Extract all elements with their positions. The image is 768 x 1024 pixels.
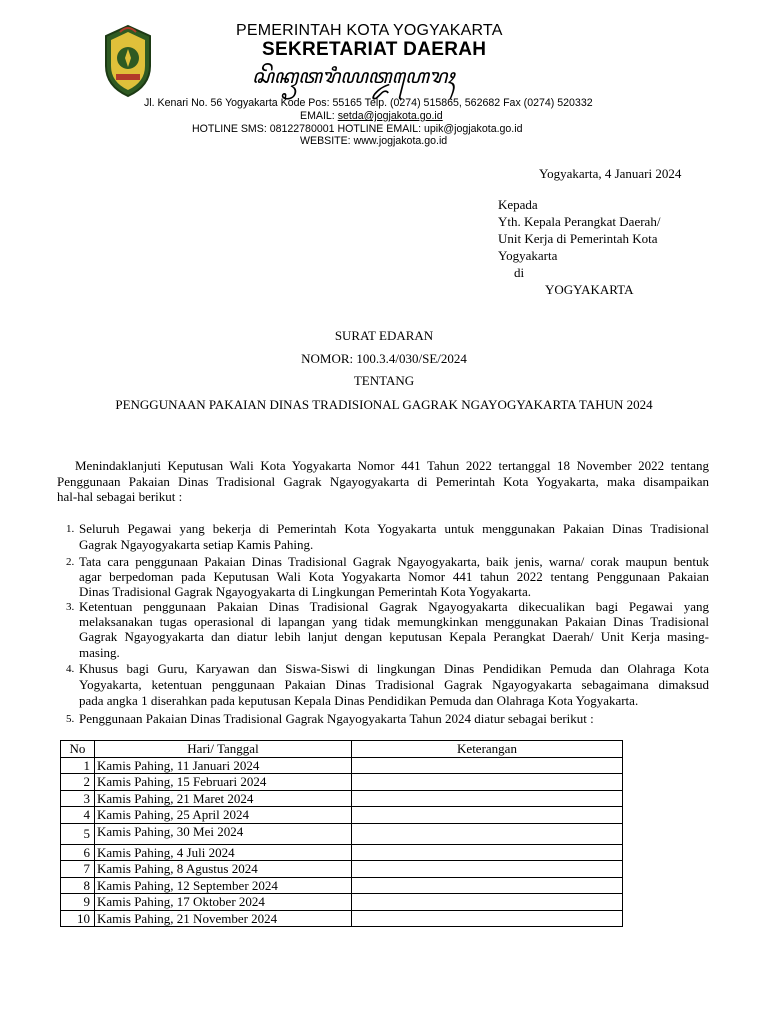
intro-line-2: Penggunaan Pakaian Dinas Tradisional Gagrak Ngayogyakarta di Pemerintah Kota Yogyakarta, maka disampaikan <box>57 474 709 489</box>
header-no: No <box>61 741 95 758</box>
row-notes <box>352 757 623 774</box>
item-3-number: 3. <box>66 601 75 613</box>
row-number: 5 <box>61 823 95 844</box>
item-2-line-2: agar berpedoman pada Keputusan Wali Kota Yogyakarta Nomor 441 tahun 2022 tentang Penggunaan Pakaian <box>79 569 709 584</box>
item-5-line-1: Penggunaan Pakaian Dinas Tradisional Gagrak Ngayogyakarta Tahun 2024 diatur sebagai berikut : <box>79 711 594 726</box>
row-date: Kamis Pahing, 15 Februari 2024 <box>95 774 352 791</box>
table-row <box>61 910 623 927</box>
row-number: 7 <box>61 861 95 878</box>
item-1-line-1: Seluruh Pegawai yang bekerja di Pemerintah Kota Yogyakarta untuk menggunakan Pakaian Dinas Tradisional <box>79 521 709 536</box>
row-date: Kamis Pahing, 21 Maret 2024 <box>95 790 352 807</box>
table-row <box>61 861 623 878</box>
city-emblem-logo <box>98 22 158 100</box>
letter-number: NOMOR: 100.3.4/030/SE/2024 <box>301 351 467 366</box>
date-line: Yogyakarta, 4 Januari 2024 <box>539 166 682 181</box>
item-2-line-3: Dinas Tradisional Gagrak Ngayogyakarta di Lingkungan Pemerintah Kota Yogyakarta. <box>79 584 532 599</box>
letterhead-website: WEBSITE: www.jogjakota.go.id <box>300 135 448 147</box>
row-number: 3 <box>61 790 95 807</box>
item-4-number: 4. <box>66 663 75 675</box>
item-3-line-1: Ketentuan penggunaan Pakaian Dinas Tradisional Gagrak Ngayogyakarta dikecualikan bagi Pegawai yang <box>79 599 709 614</box>
item-4-line-3: pada angka 1 diserahkan pada keputusan Kepala Dinas Pendidikan Pemuda dan Olahraga Kota Yogyakarta. <box>79 693 639 708</box>
item-2-number: 2. <box>66 556 75 568</box>
item-3-line-3: Gagrak Ngayogyakarta dan diatur lebih lanjut dengan keputusan Kepala Perangkat Daerah/ Unit Kerja masing- <box>79 629 709 644</box>
item-3-line-2: melaksanakan tugas operasional di lapangan yang tidak memungkinkan menggunakan Pakaian Dinas Tradisional <box>79 614 709 629</box>
letterhead-department: SEKRETARIAT DAERAH <box>262 39 487 60</box>
recipient-di: di <box>514 265 525 280</box>
table-row <box>61 757 623 774</box>
intro-line-1: Menindaklanjuti Keputusan Wali Kota Yogyakarta Nomor 441 Tahun 2022 tertanggal 18 November 2022 tentang <box>75 458 709 473</box>
table-row <box>61 774 623 791</box>
letterhead-email-line <box>300 110 443 122</box>
letterhead-javanese-script: ꦱꦼꦏꦽꦠꦫꦶꦪꦠ꧀ꦢꦲꦺꦫꦃ <box>252 66 455 88</box>
row-notes <box>352 823 623 844</box>
row-notes <box>352 877 623 894</box>
recipient-line-2: Unit Kerja di Pemerintah Kota <box>498 231 658 246</box>
table-row <box>61 844 623 861</box>
row-date: Kamis Pahing, 30 Mei 2024 <box>95 823 352 844</box>
row-notes <box>352 774 623 791</box>
item-1-number: 1. <box>66 523 75 535</box>
letterhead-government: PEMERINTAH KOTA YOGYAKARTA <box>236 22 503 39</box>
item-5-number: 5. <box>66 713 75 725</box>
letter-type: SURAT EDARAN <box>334 328 434 343</box>
table-header-row <box>61 741 623 758</box>
row-date: Kamis Pahing, 21 November 2024 <box>95 910 352 927</box>
row-date: Kamis Pahing, 12 September 2024 <box>95 877 352 894</box>
row-number: 2 <box>61 774 95 791</box>
recipient-to: Kepada <box>498 197 538 212</box>
email-label: EMAIL: <box>300 110 338 122</box>
row-notes <box>352 844 623 861</box>
intro-line-3: hal-hal sebagai berikut : <box>57 489 183 504</box>
schedule-table <box>60 740 623 927</box>
letter-about: TENTANG <box>353 373 415 388</box>
header-date: Hari/ Tanggal <box>95 741 352 758</box>
item-1-line-2: Gagrak Ngayogyakarta setiap Kamis Pahing. <box>79 537 314 552</box>
letter-subject: PENGGUNAAN PAKAIAN DINAS TRADISIONAL GAGRAK NGAYOGYAKARTA TAHUN 2024 <box>115 397 653 412</box>
header-notes: Keterangan <box>352 741 623 758</box>
email-link[interactable]: setda@jogjakota.go.id <box>337 110 443 122</box>
item-4-line-2: Yogyakarta, ketentuan penggunaan Pakaian Dinas Tradisional Gagrak Ngayogyakarta sebagaimana dimaksud <box>79 677 709 692</box>
row-number: 8 <box>61 877 95 894</box>
recipient-line-1: Yth. Kepala Perangkat Daerah/ <box>498 214 661 229</box>
item-3-line-4: masing. <box>79 645 120 660</box>
row-date: Kamis Pahing, 17 Oktober 2024 <box>95 894 352 911</box>
row-number: 4 <box>61 807 95 824</box>
row-notes <box>352 861 623 878</box>
table-row <box>61 894 623 911</box>
item-2-line-1: Tata cara penggunaan Pakaian Dinas Tradisional Gagrak Ngayogyakarta, baik jenis, warna/ corak maupun bentuk <box>79 554 709 569</box>
row-number: 6 <box>61 844 95 861</box>
row-date: Kamis Pahing, 11 Januari 2024 <box>95 757 352 774</box>
letterhead-address: Jl. Kenari No. 56 Yogyakarta Kode Pos: 55165 Telp. (0274) 515865, 562682 Fax (0274) 520332 <box>144 97 593 109</box>
row-date: Kamis Pahing, 4 Juli 2024 <box>95 844 352 861</box>
table-row <box>61 790 623 807</box>
row-date: Kamis Pahing, 25 April 2024 <box>95 807 352 824</box>
row-date: Kamis Pahing, 8 Agustus 2024 <box>95 861 352 878</box>
row-notes <box>352 790 623 807</box>
table-row <box>61 807 623 824</box>
row-number: 1 <box>61 757 95 774</box>
table-row <box>61 823 623 844</box>
recipient-line-3: Yogyakarta <box>498 248 558 263</box>
row-notes <box>352 910 623 927</box>
recipient-city: YOGYAKARTA <box>545 282 634 297</box>
table-row <box>61 877 623 894</box>
row-number: 9 <box>61 894 95 911</box>
row-notes <box>352 807 623 824</box>
row-notes <box>352 894 623 911</box>
item-4-line-1: Khusus bagi Guru, Karyawan dan Siswa-Siswi di lingkungan Dinas Pendidikan Pemuda dan Olahraga Kota <box>79 661 709 676</box>
row-number: 10 <box>61 910 95 927</box>
letterhead-hotline: HOTLINE SMS: 08122780001 HOTLINE EMAIL: upik@jogjakota.go.id <box>192 123 523 135</box>
